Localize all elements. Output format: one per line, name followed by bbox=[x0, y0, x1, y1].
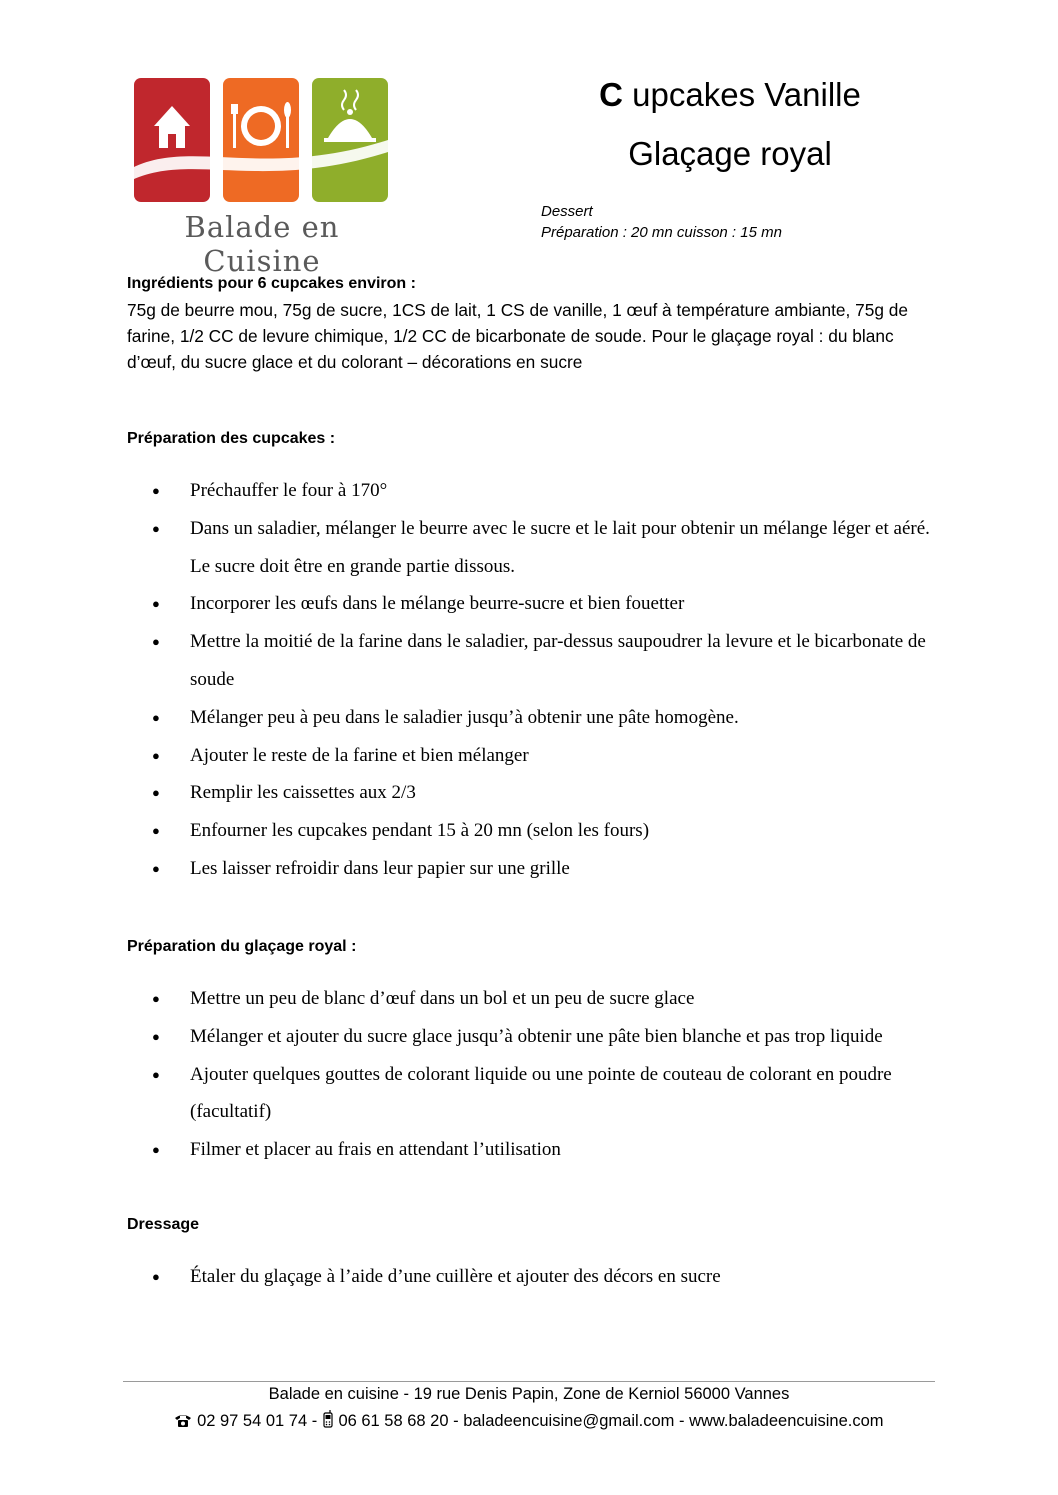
bullet-icon: ● bbox=[152, 860, 160, 876]
dressage-steps-list bbox=[152, 1258, 942, 1296]
step-text: Mélanger peu à peu dans le saladier jusqu’à obtenir une pâte homogène. bbox=[190, 706, 739, 728]
step-text: Ajouter le reste de la farine et bien mélanger bbox=[190, 744, 529, 766]
dressage-heading: Dressage bbox=[127, 1216, 200, 1233]
bullet-icon: ● bbox=[152, 991, 160, 1006]
step-text: Incorporer les œufs dans le mélange beurre-sucre et bien fouetter bbox=[190, 593, 685, 615]
step-text: Enfourner les cupcakes pendant 15 à 20 mn (selon les fours) bbox=[190, 820, 650, 842]
bullet-icon: ● bbox=[152, 596, 160, 612]
footer-contact bbox=[123, 1410, 935, 1433]
bullet-icon: ● bbox=[152, 1269, 160, 1284]
bullet-icon: ● bbox=[152, 709, 160, 725]
ingredients-heading: Ingrédients pour 6 cupcakes environ : bbox=[127, 275, 416, 292]
step-text: Étaler du glaçage à l’aide d’une cuillère et ajouter des décors en sucre bbox=[190, 1266, 721, 1287]
list-item bbox=[152, 623, 942, 699]
bullet-icon: ● bbox=[152, 1066, 160, 1082]
list-item bbox=[152, 812, 942, 850]
recipe-title-rest: upcakes Vanille bbox=[632, 76, 861, 113]
step-text: Dans un saladier, mélanger le beurre avec le sucre et le lait pour obtenir un mélange léger et aéré. Le sucre doit être en grande partie dissous. bbox=[190, 517, 930, 577]
footer-divider bbox=[123, 1381, 935, 1382]
brand-name: Balade en Cuisine bbox=[184, 210, 340, 278]
step-text: Filmer et placer au frais en attendant l’utilisation bbox=[190, 1139, 561, 1161]
step-text: Mettre un peu de blanc d’œuf dans un bol et un peu de sucre glace bbox=[190, 988, 695, 1009]
recipe-subtitle: Glaçage royal bbox=[628, 135, 832, 172]
step-text: Préchauffer le four à 170° bbox=[190, 480, 388, 501]
phone-number: 02 97 54 01 74 - bbox=[197, 1412, 318, 1430]
bullet-icon: ● bbox=[152, 785, 160, 801]
list-item bbox=[152, 737, 942, 775]
mobile-phone-icon bbox=[322, 1410, 334, 1433]
list-item bbox=[152, 1056, 942, 1132]
list-item bbox=[152, 980, 942, 1018]
glacage-steps-list bbox=[152, 980, 942, 1169]
mobile-and-web: 06 61 58 68 20 - baladeencuisine@gmail.com - www.baladeencuisine.com bbox=[338, 1412, 884, 1430]
list-item bbox=[152, 1258, 942, 1296]
bullet-icon: ● bbox=[152, 1142, 160, 1158]
list-item bbox=[152, 472, 942, 510]
recipe-meta bbox=[541, 201, 782, 243]
step-text: Ajouter quelques gouttes de colorant liquide ou une pointe de couteau de colorant en poudre (facultatif) bbox=[190, 1063, 892, 1123]
bullet-icon: ● bbox=[152, 483, 160, 498]
brand-logo bbox=[122, 72, 402, 278]
step-text: Remplir les caissettes aux 2/3 bbox=[190, 782, 416, 804]
cupcakes-heading: Préparation des cupcakes : bbox=[127, 430, 336, 447]
ingredients-text: 75g de beurre mou, 75g de sucre, 1CS de lait, 1 CS de vanille, 1 œuf à température ambiante, 75g de farine, 1/2 CC de levure chimique, 1/2 CC de bicarbonate de soude. Pour le glaçage royal : du blanc d’œuf, du sucre glace et du colorant – décorations en sucre bbox=[127, 300, 908, 372]
step-text: Mélanger et ajouter du sucre glace jusqu’à obtenir une pâte bien blanche et pas trop liquide bbox=[190, 1025, 883, 1047]
bullet-icon: ● bbox=[152, 634, 160, 650]
list-item bbox=[152, 774, 942, 812]
list-item bbox=[152, 850, 942, 888]
list-item bbox=[152, 585, 942, 623]
bullet-icon: ● bbox=[152, 747, 160, 763]
glacage-heading: Préparation du glaçage royal : bbox=[127, 938, 357, 955]
list-item bbox=[152, 1018, 942, 1056]
recipe-title-initial: C bbox=[599, 76, 623, 113]
step-text: Mettre la moitié de la farine dans le saladier, par-dessus saupoudrer la levure et le bicarbonate de soude bbox=[190, 631, 926, 690]
bullet-icon: ● bbox=[152, 1028, 160, 1044]
logo-tiles-graphic bbox=[132, 76, 388, 204]
list-item bbox=[152, 699, 942, 737]
recipe-title bbox=[560, 76, 900, 114]
bullet-icon: ● bbox=[152, 520, 160, 536]
list-item bbox=[152, 1131, 942, 1169]
footer-address: Balade en cuisine - 19 rue Denis Papin, Zone de Kerniol 56000 Vannes bbox=[268, 1385, 790, 1403]
telephone-icon bbox=[174, 1413, 192, 1433]
bullet-icon: ● bbox=[152, 823, 160, 839]
list-item bbox=[152, 510, 942, 586]
recipe-timing: Préparation : 20 mn cuisson : 15 mn bbox=[541, 224, 782, 241]
cupcakes-steps-list bbox=[152, 472, 942, 888]
recipe-category: Dessert bbox=[541, 203, 593, 220]
step-text: Les laisser refroidir dans leur papier sur une grille bbox=[190, 857, 570, 879]
